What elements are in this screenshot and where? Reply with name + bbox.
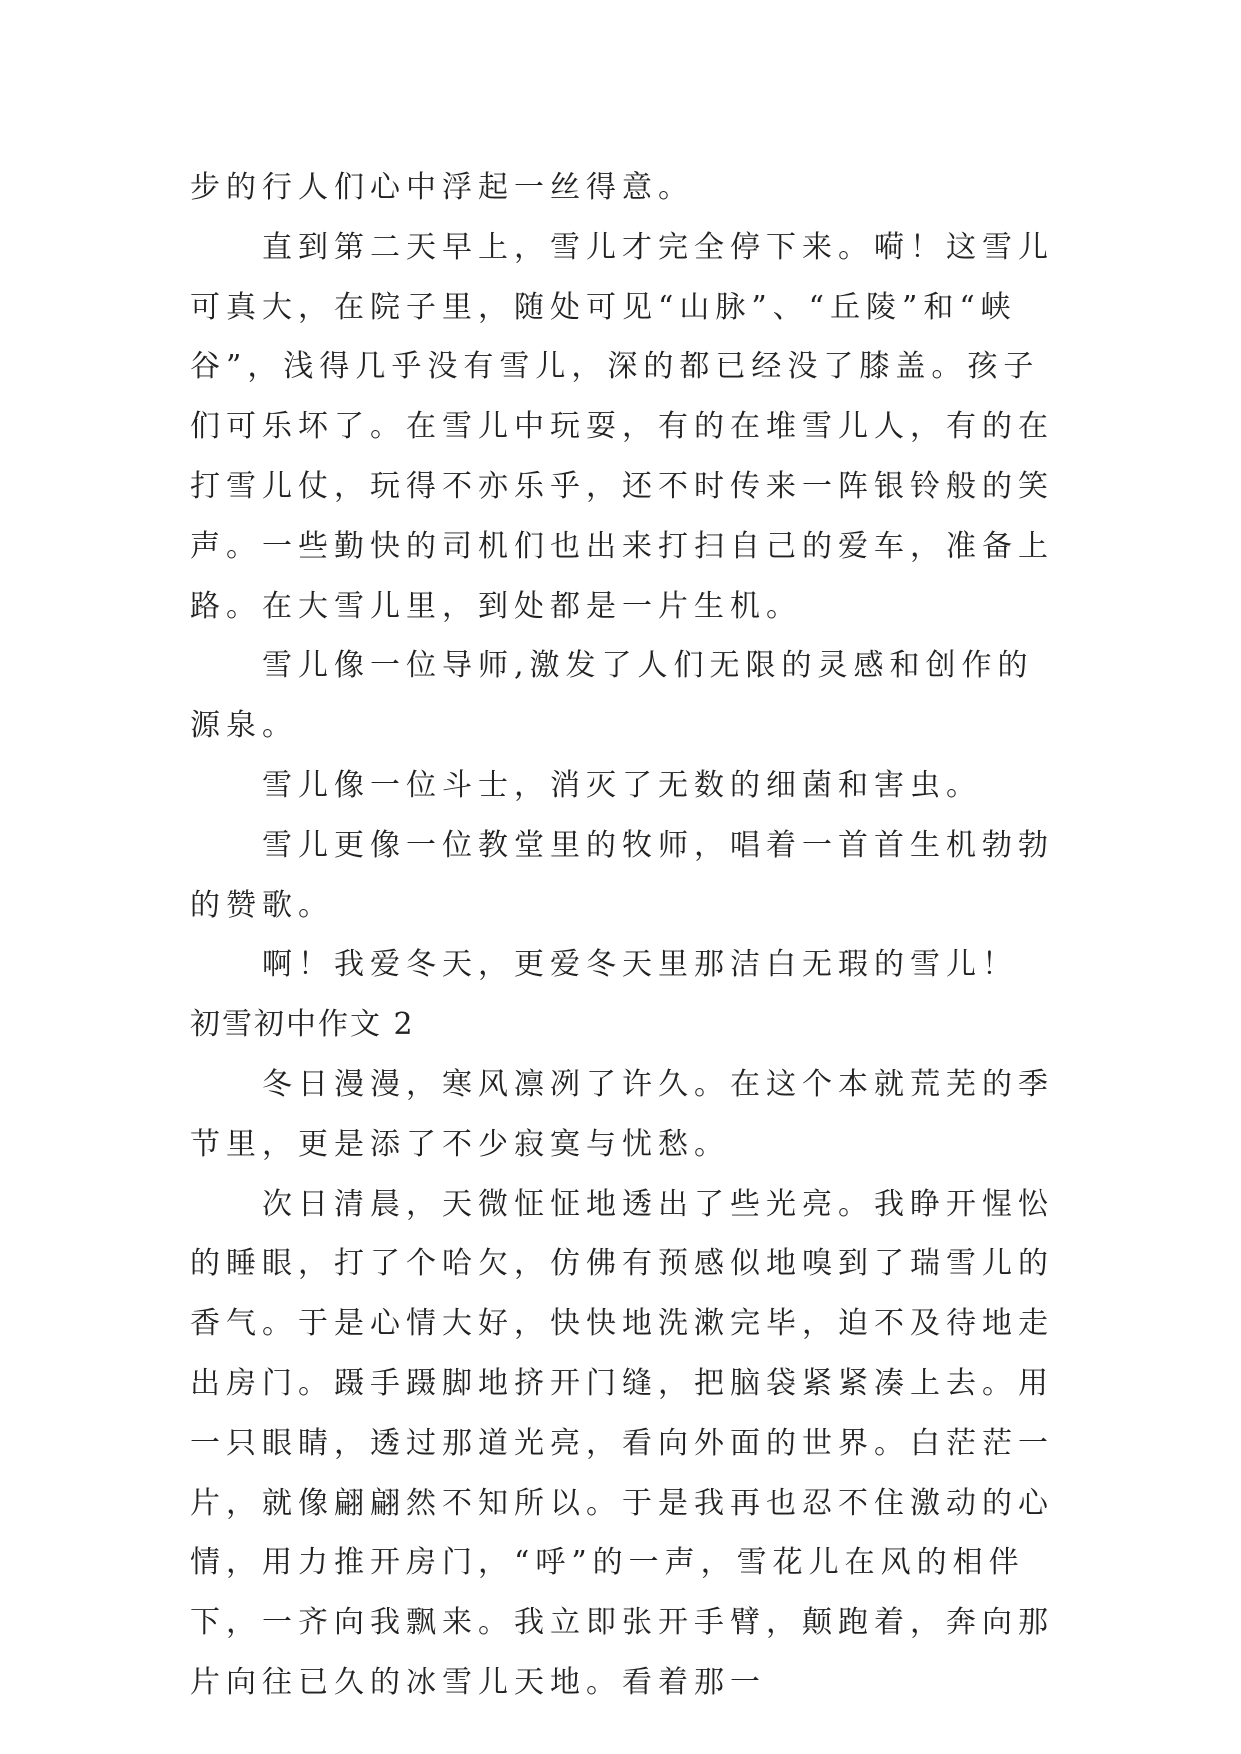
paragraph-5: 雪儿更像一位教堂里的牧师，唱着一首首生机勃勃的赞歌。 bbox=[190, 827, 1054, 923]
paragraph-7: 冬日漫漫，寒风凛冽了许久。在这个本就荒芜的季节里，更是添了不少寂寞与忧愁。 bbox=[190, 1066, 1054, 1162]
section-heading: 初雪初中作文 2 bbox=[190, 1007, 415, 1043]
paragraph-4: 雪儿像一位斗士，消灭了无数的细菌和害虫。 bbox=[262, 767, 982, 803]
paragraph-2: 直到第二天早上，雪儿才完全停下来。嗬！这雪儿可真大，在院子里，随处可见“山脉”、“丘陵”和“峡谷”，浅得几乎没有雪儿，深的都已经没了膝盖。孩子们可乐坏了。在雪儿中玩耍，有的在堆雪儿人，有的在打雪儿仗，玩得不亦乐乎，还不时传来一阵银铃般的笑声。一些勤快的司机们也出来打扫自己的爱车，准备上路。在大雪儿里，到处都是一片生机。 bbox=[190, 229, 1054, 624]
paragraph-1: 步的行人们心中浮起一丝得意。 bbox=[190, 170, 694, 205]
paragraph-3: 雪儿像一位导师,激发了人们无限的灵感和创作的源泉。 bbox=[190, 648, 1034, 744]
paragraph-6: 啊！我爱冬天，更爱冬天里那洁白无瑕的雪儿！ bbox=[262, 947, 1018, 983]
document-body bbox=[190, 158, 1060, 1713]
paragraph-8: 次日清晨，天微怔怔地透出了些光亮。我睁开惺忪的睡眼，打了个哈欠，仿佛有预感似地嗅到了瑞雪儿的香气。于是心情大好，快快地洗漱完毕，迫不及待地走出房门。蹑手蹑脚地挤开门缝，把脑袋紧紧凑上去。用一只眼睛，透过那道光亮，看向外面的世界。白茫茫一片，就像翩翩然不知所以。于是我再也忍不住激动的心情，用力推开房门，“呼”的一声，雪花儿在风的相伴下，一齐向我飘来。我立即张开手臂，颠跑着，奔向那片向往已久的冰雪儿天地。看着那一 bbox=[190, 1186, 1054, 1700]
